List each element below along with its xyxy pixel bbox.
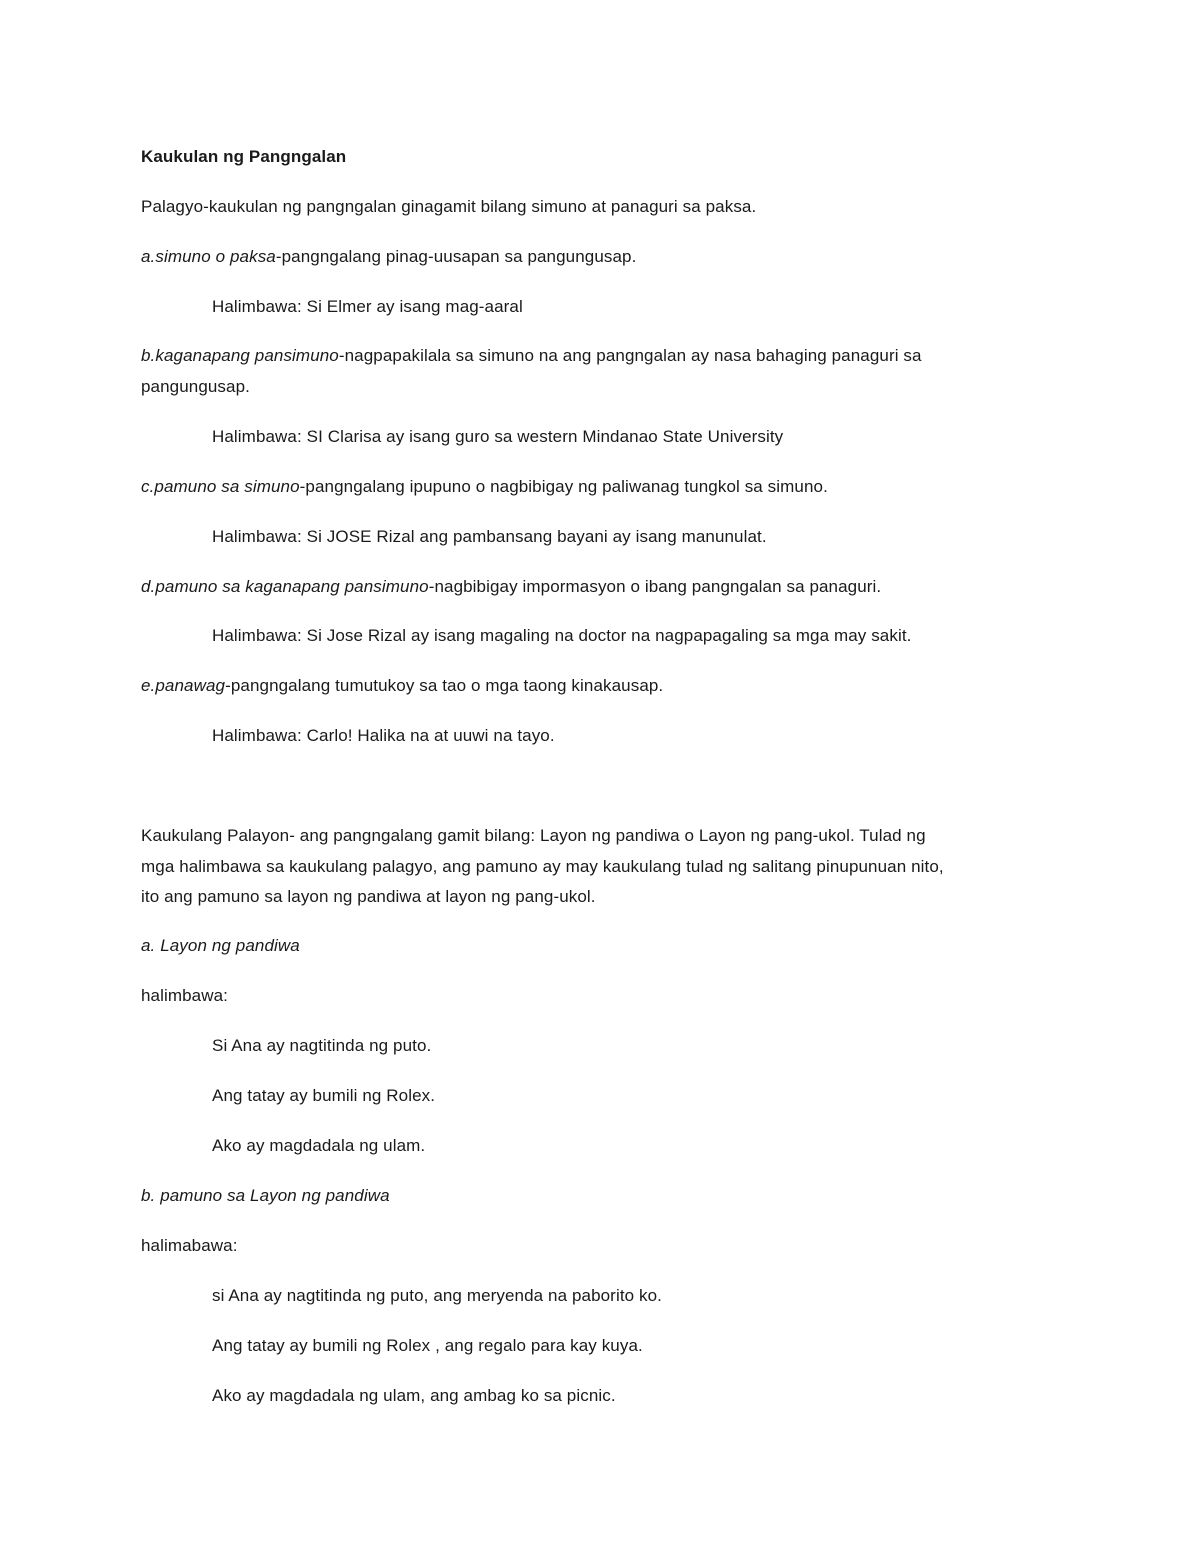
section-heading-b: b. pamuno sa Layon ng pandiwa [141, 1186, 390, 1205]
example-line: Ako ay magdadala ng ulam. [212, 1136, 426, 1155]
example-label: halimbawa: [141, 986, 228, 1005]
example-line: Halimbawa: Carlo! Halika na at uuwi na tayo. [212, 726, 555, 745]
intro-paragraph: Palagyo-kaukulan ng pangngalan ginagamit bilang simuno at panaguri sa paksa. [141, 197, 757, 216]
term-label: d.pamuno sa kaganapang pansimuno [141, 577, 429, 596]
term-label: b.kaganapang pansimuno [141, 346, 339, 365]
definition-text: -pangngalang tumutukoy sa tao o mga taong kinakausap. [225, 676, 664, 695]
example-line: si Ana ay nagtitinda ng puto, ang meryenda na paborito ko. [212, 1286, 662, 1305]
example-line: Halimbawa: SI Clarisa ay isang guro sa western Mindanao State University [212, 427, 784, 446]
example-line: Halimbawa: Si Jose Rizal ay isang magaling na doctor na nagpapagaling sa mga may sakit. [212, 626, 912, 645]
palayon-paragraph-line: Kaukulang Palayon- ang pangngalang gamit bilang: Layon ng pandiwa o Layon ng pang-ukol. Tulad ng [141, 826, 926, 845]
palayon-paragraph-line: ito ang pamuno sa layon ng pandiwa at layon ng pang-ukol. [141, 887, 596, 906]
palayon-paragraph-line: mga halimbawa sa kaukulang palagyo, ang pamuno ay may kaukulang tulad ng salitang pinupunuan nito, [141, 857, 944, 876]
definition-text: -nagbibigay impormasyon o ibang pangngalan sa panaguri. [428, 577, 882, 596]
palagyo-item-d [141, 576, 881, 598]
palagyo-item-b [141, 345, 922, 367]
example-line: Ang tatay ay bumili ng Rolex , ang regalo para kay kuya. [212, 1336, 643, 1355]
definition-text: -pangngalang pinag-uusapan sa pangungusap. [275, 247, 637, 266]
example-line: Ang tatay ay bumili ng Rolex. [212, 1086, 436, 1105]
definition-text: -pangngalang ipupuno o nagbibigay ng paliwanag tungkol sa simuno. [299, 477, 828, 496]
example-line: Ako ay magdadala ng ulam, ang ambag ko sa picnic. [212, 1386, 616, 1405]
palagyo-item-e [141, 675, 663, 697]
definition-continuation: pangungusap. [141, 377, 250, 396]
section-heading-a: a. Layon ng pandiwa [141, 936, 300, 955]
example-line: Halimbawa: Si Elmer ay isang mag-aaral [212, 297, 523, 316]
term-label: a.simuno o paksa [141, 247, 276, 266]
example-line: Halimbawa: Si JOSE Rizal ang pambansang bayani ay isang manunulat. [212, 527, 767, 546]
document-title: Kaukulan ng Pangngalan [141, 147, 347, 166]
palagyo-item-c [141, 476, 828, 498]
palagyo-item-a [141, 246, 636, 268]
term-label: c.pamuno sa simuno [141, 477, 300, 496]
example-label: halimabawa: [141, 1236, 238, 1255]
term-label: e.panawag [141, 676, 226, 695]
example-line: Si Ana ay nagtitinda ng puto. [212, 1036, 432, 1055]
definition-text: -nagpapakilala sa simuno na ang pangngalan ay nasa bahaging panaguri sa [338, 346, 922, 365]
